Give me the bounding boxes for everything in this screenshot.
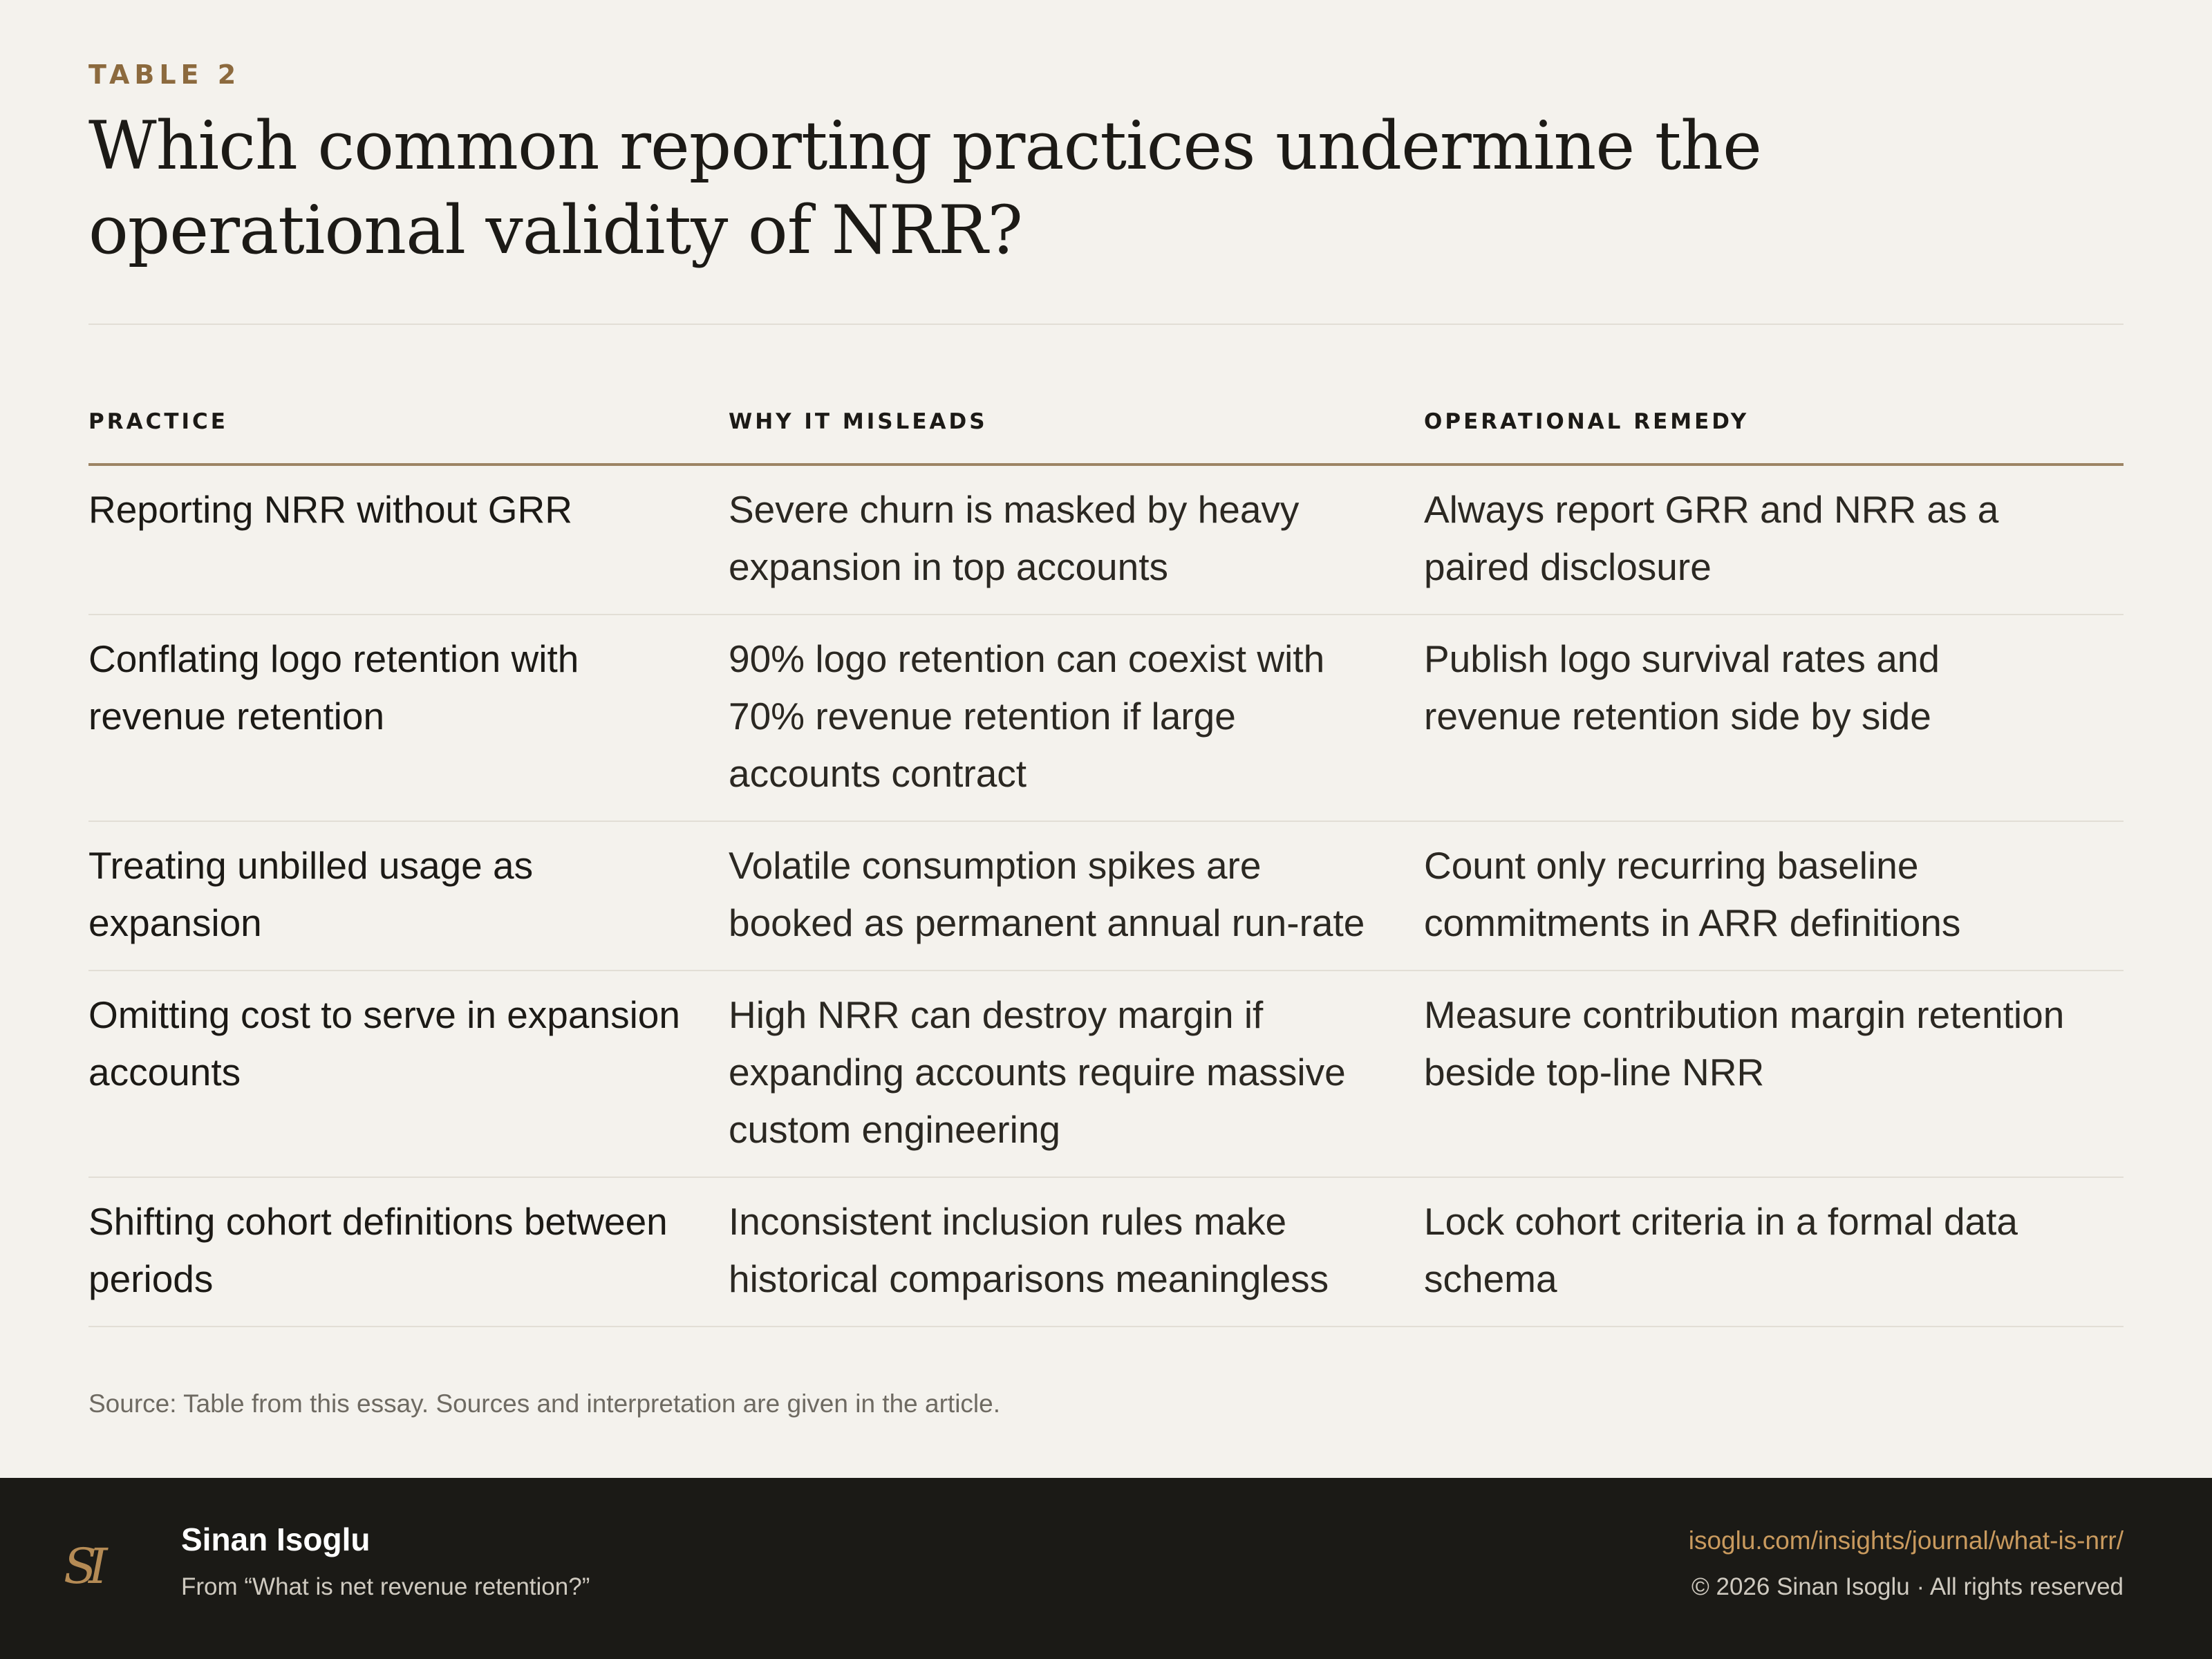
table-header-row	[88, 409, 2124, 465]
why-cell: Volatile consumption spikes are booked as permanent annual run-rate	[729, 821, 1424, 971]
article-url-link[interactable]: isoglu.com/insights/journal/what-is-nrr/	[1688, 1526, 2124, 1555]
title-divider	[88, 324, 2124, 325]
author-name: Sinan Isoglu	[181, 1521, 371, 1557]
table-row	[88, 465, 2124, 615]
table-row	[88, 971, 2124, 1177]
practice-cell: Reporting NRR without GRR	[88, 465, 729, 615]
column-header-why: WHY IT MISLEADS	[729, 409, 1424, 465]
practice-cell: Treating unbilled usage as expansion	[88, 821, 729, 971]
table-row	[88, 821, 2124, 971]
why-cell: Severe churn is masked by heavy expansion in top accounts	[729, 465, 1424, 615]
article-reference: From “What is net revenue retention?”	[181, 1573, 590, 1600]
table-eyebrow: TABLE 2	[88, 59, 241, 90]
remedy-cell: Always report GRR and NRR as a paired disclosure	[1424, 465, 2124, 615]
footer-bar	[0, 1478, 2212, 1659]
remedy-cell: Lock cohort criteria in a formal data schema	[1424, 1177, 2124, 1327]
why-cell: Inconsistent inclusion rules make historical comparisons meaningless	[729, 1177, 1424, 1327]
practices-table	[88, 409, 2124, 1327]
remedy-cell: Publish logo survival rates and revenue retention side by side	[1424, 615, 2124, 821]
column-header-practice: PRACTICE	[88, 409, 729, 465]
remedy-cell: Measure contribution margin retention beside top-line NRR	[1424, 971, 2124, 1177]
practice-cell: Conflating logo retention with revenue retention	[88, 615, 729, 821]
copyright-notice: © 2026 Sinan Isoglu · All rights reserved	[1691, 1573, 2124, 1600]
practice-cell: Omitting cost to serve in expansion accounts	[88, 971, 729, 1177]
column-header-remedy: OPERATIONAL REMEDY	[1424, 409, 2124, 465]
why-cell: 90% logo retention can coexist with 70% revenue retention if large accounts contract	[729, 615, 1424, 821]
why-cell: High NRR can destroy margin if expanding accounts require massive custom engineering	[729, 971, 1424, 1177]
practice-cell: Shifting cohort definitions between periods	[88, 1177, 729, 1327]
page-title: Which common reporting practices undermine the operational validity of NRR?	[88, 107, 1761, 269]
table-row	[88, 615, 2124, 821]
monogram-logo-icon: SI	[64, 1538, 100, 1595]
remedy-cell: Count only recurring baseline commitments in ARR definitions	[1424, 821, 2124, 971]
table-row	[88, 1177, 2124, 1327]
source-note: Source: Table from this essay. Sources and interpretation are given in the article.	[88, 1389, 1000, 1418]
